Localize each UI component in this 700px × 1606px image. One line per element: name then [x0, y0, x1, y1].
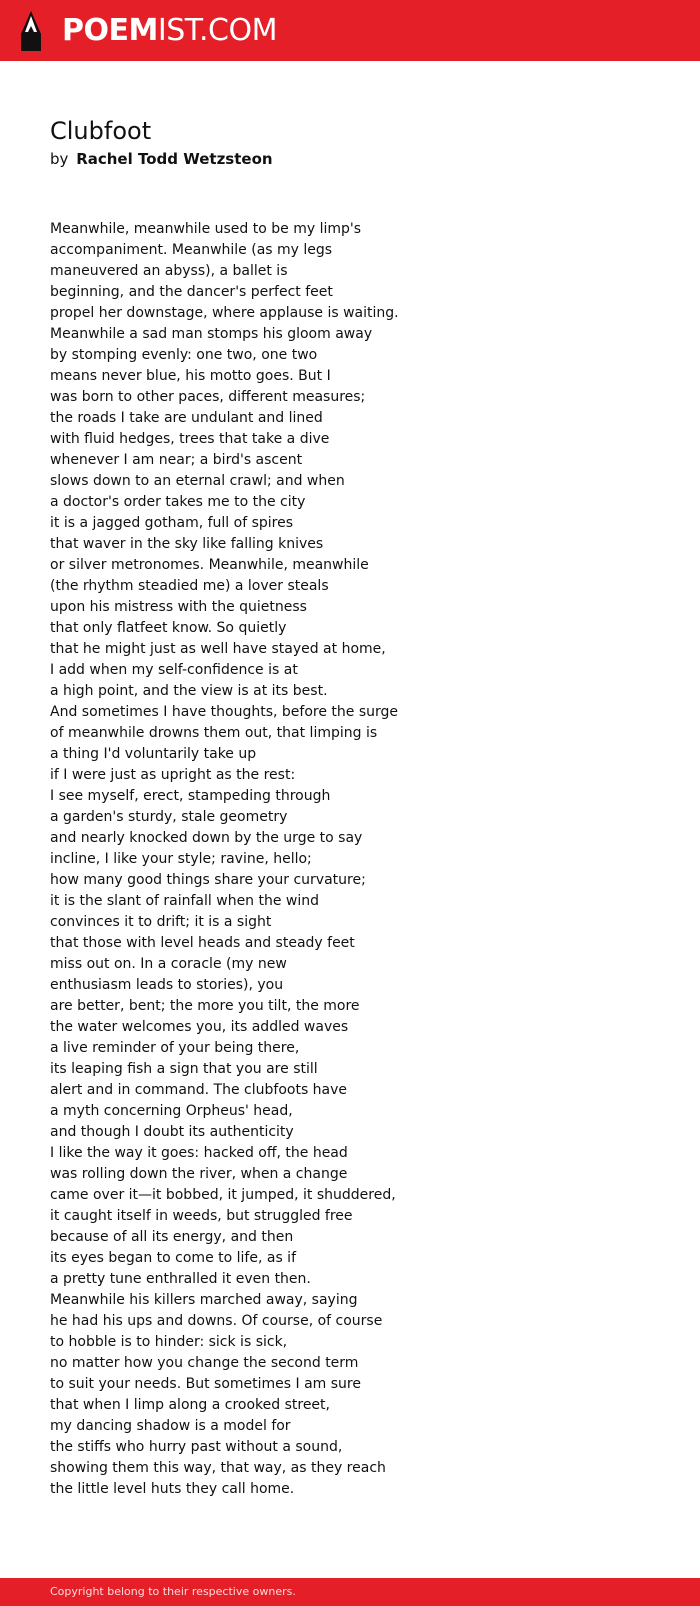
- poem-line: convinces it to drift; it is a sight: [50, 914, 272, 930]
- logo-bold-text: POEM: [62, 13, 158, 48]
- poem-line: of meanwhile drowns them out, that limping is: [50, 725, 378, 741]
- poem-line: enthusiasm leads to stories), you: [50, 977, 284, 993]
- poem-line: slows down to an eternal crawl; and when: [50, 473, 345, 489]
- poem-line: Meanwhile a sad man stomps his gloom away: [50, 326, 373, 342]
- site-header: [0, 0, 700, 61]
- by-label: by: [50, 150, 69, 168]
- poem-line: accompaniment. Meanwhile (as my legs: [50, 242, 333, 258]
- poem-line: a pretty tune enthralled it even then.: [50, 1271, 311, 1287]
- poem-line: (the rhythm steadied me) a lover steals: [50, 578, 329, 594]
- logo-light-text: IST.COM: [157, 13, 277, 48]
- poem-line: it caught itself in weeds, but struggled free: [50, 1208, 353, 1224]
- poem-line: to hobble is to hinder: sick is sick,: [50, 1334, 288, 1350]
- poem-line: its leaping fish a sign that you are still: [50, 1061, 318, 1077]
- poem-line: a thing I'd voluntarily take up: [50, 746, 257, 762]
- poem-line: maneuvered an abyss), a ballet is: [50, 263, 288, 279]
- poem-line: or silver metronomes. Meanwhile, meanwhile: [50, 557, 369, 573]
- poem-line: means never blue, his motto goes. But I: [50, 368, 331, 384]
- poem-line: beginning, and the dancer's perfect feet: [50, 284, 333, 300]
- poem-line: how many good things share your curvature;: [50, 872, 366, 888]
- poem-line: Meanwhile his killers marched away, saying: [50, 1292, 358, 1308]
- poem-line: propel her downstage, where applause is waiting.: [50, 305, 399, 321]
- site-footer: [0, 1578, 700, 1606]
- poem-body: [50, 219, 670, 1500]
- poem-line: alert and in command. The clubfoots have: [50, 1082, 348, 1098]
- poem-line: And sometimes I have thoughts, before the surge: [50, 704, 399, 720]
- poem-line: a live reminder of your being there,: [50, 1040, 300, 1056]
- poem-line: with fluid hedges, trees that take a dive: [50, 431, 330, 447]
- poem-line: by stomping evenly: one two, one two: [50, 347, 318, 363]
- author-link[interactable]: Rachel Todd Wetzsteon: [76, 150, 273, 168]
- poem-line: that only flatfeet know. So quietly: [50, 620, 287, 636]
- poem-line: Meanwhile, meanwhile used to be my limp's: [50, 221, 362, 237]
- poem-line: I add when my self-confidence is at: [50, 662, 298, 678]
- poem-line: miss out on. In a coracle (my new: [50, 956, 287, 972]
- copyright-text: Copyright belong to their respective owners.: [50, 1585, 296, 1598]
- poem-line: because of all its energy, and then: [50, 1229, 294, 1245]
- poem-line: came over it—it bobbed, it jumped, it shuddered,: [50, 1187, 396, 1203]
- poem-line: the little level huts they call home.: [50, 1481, 295, 1497]
- poem-line: upon his mistress with the quietness: [50, 599, 307, 615]
- poem-line: that when I limp along a crooked street,: [50, 1397, 330, 1413]
- poem-line: a myth concerning Orpheus' head,: [50, 1103, 293, 1119]
- poem-line: and though I doubt its authenticity: [50, 1124, 294, 1140]
- poem-line: the stiffs who hurry past without a sound,: [50, 1439, 343, 1455]
- poem-line: that he might just as well have stayed at home,: [50, 641, 386, 657]
- poem-title: Clubfoot: [50, 117, 152, 145]
- poem-line: to suit your needs. But sometimes I am sure: [50, 1376, 361, 1392]
- poem-line: incline, I like your style; ravine, hello;: [50, 851, 312, 867]
- poem-line: showing them this way, that way, as they reach: [50, 1460, 386, 1476]
- poem-line: are better, bent; the more you tilt, the more: [50, 998, 360, 1014]
- site-logo-link[interactable]: [62, 11, 277, 51]
- poem-line: it is a jagged gotham, full of spires: [50, 515, 294, 531]
- poem-line: and nearly knocked down by the urge to say: [50, 830, 363, 846]
- poem-line: I see myself, erect, stampeding through: [50, 788, 331, 804]
- poem-line: that waver in the sky like falling knives: [50, 536, 324, 552]
- poem-line: was rolling down the river, when a change: [50, 1166, 348, 1182]
- poem-line: a high point, and the view is at its best.: [50, 683, 328, 699]
- poem-line: the roads I take are undulant and lined: [50, 410, 323, 426]
- poem-line: I like the way it goes: hacked off, the head: [50, 1145, 348, 1161]
- poem-line: was born to other paces, different measures;: [50, 389, 366, 405]
- poem-line: no matter how you change the second term: [50, 1355, 359, 1371]
- poem-line: its eyes began to come to life, as if: [50, 1250, 297, 1266]
- poem-line: if I were just as upright as the rest:: [50, 767, 296, 783]
- poem-line: whenever I am near; a bird's ascent: [50, 452, 303, 468]
- poem-line: a doctor's order takes me to the city: [50, 494, 306, 510]
- byline: [50, 149, 273, 169]
- poem-line: he had his ups and downs. Of course, of course: [50, 1313, 383, 1329]
- poem-line: a garden's sturdy, stale geometry: [50, 809, 288, 825]
- poem-line: the water welcomes you, its addled waves: [50, 1019, 349, 1035]
- poem-line: that those with level heads and steady feet: [50, 935, 355, 951]
- pencil-tip-icon: [18, 10, 44, 52]
- poem-line: my dancing shadow is a model for: [50, 1418, 291, 1434]
- poem-line: it is the slant of rainfall when the wind: [50, 893, 320, 909]
